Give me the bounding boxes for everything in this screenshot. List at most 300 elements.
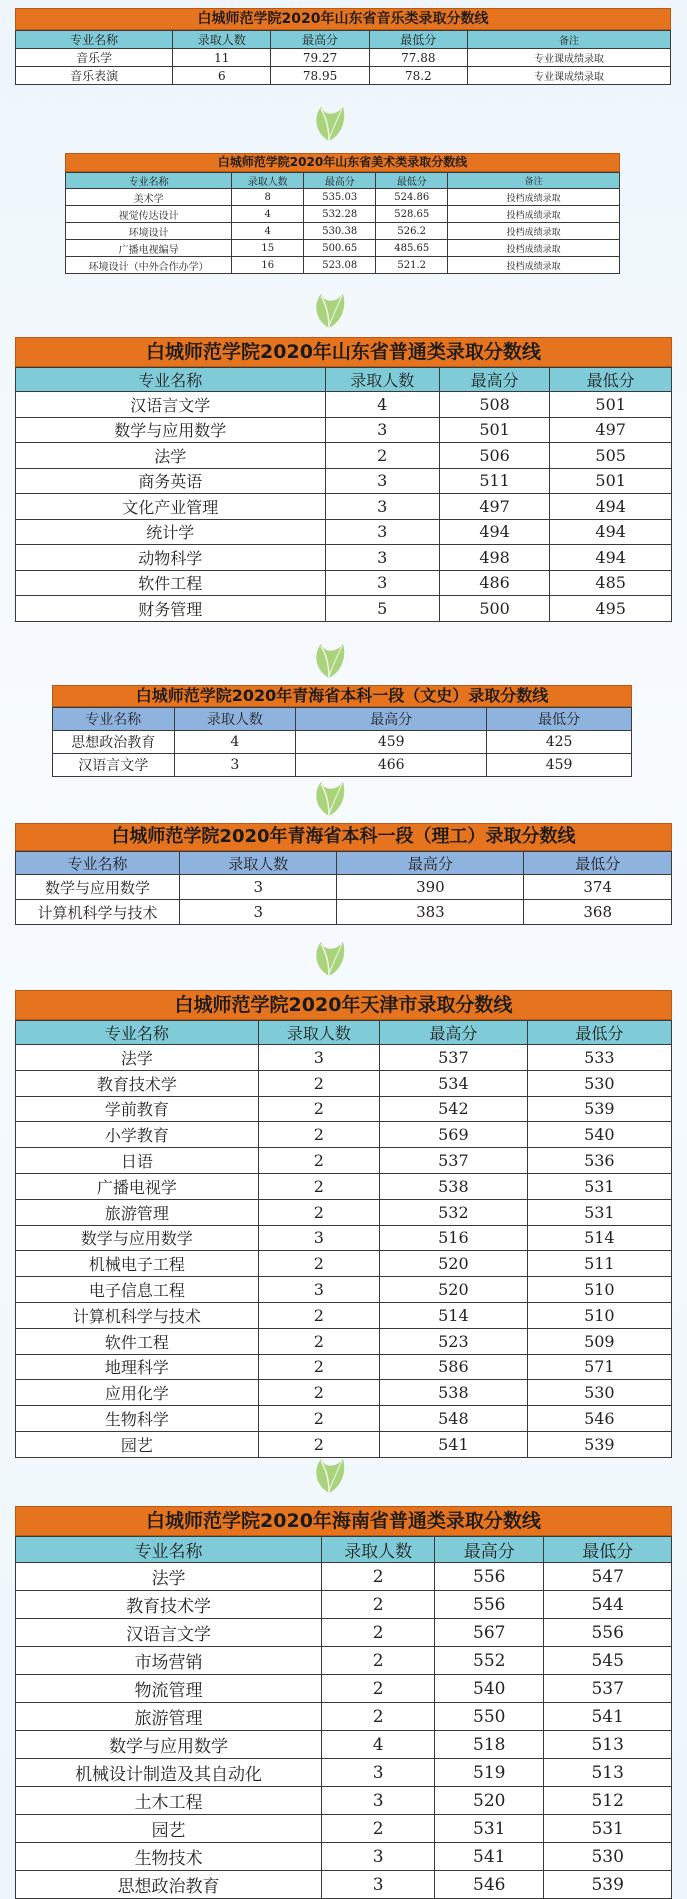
score-cell: 501: [550, 468, 672, 494]
major-name-cell: 地理科学: [16, 1354, 259, 1380]
score-cell: 512: [544, 1787, 672, 1815]
major-name-cell: 旅游管理: [16, 1199, 259, 1225]
major-name-cell: 数学与应用数学: [16, 1225, 259, 1251]
score-cell: 524.86: [376, 189, 448, 206]
table-row: [16, 392, 672, 418]
score-cell: 2: [322, 1563, 435, 1591]
score-cell: 539: [527, 1431, 671, 1457]
leaf-divider-icon: [311, 938, 347, 982]
major-name-cell: 旅游管理: [16, 1703, 322, 1731]
header-row: [53, 708, 632, 731]
remark-cell: 投档成绩录取: [448, 223, 620, 240]
table-row: [16, 1070, 672, 1096]
table-row: [53, 731, 632, 754]
table-row: [66, 189, 620, 206]
table-row: [16, 1431, 672, 1457]
score-cell: 3: [180, 875, 337, 900]
score-cell: 530.38: [304, 223, 376, 240]
score-cell: 390: [337, 875, 524, 900]
score-cell: 530: [527, 1380, 671, 1406]
score-cell: 2: [258, 1122, 379, 1148]
table-shandong-music: [15, 8, 671, 85]
score-cell: 514: [527, 1225, 671, 1251]
table-row: [16, 417, 672, 443]
major-name-cell: 教育技术学: [16, 1070, 259, 1096]
score-cell: 510: [527, 1302, 671, 1328]
table-row: [66, 206, 620, 223]
score-cell: 466: [296, 754, 487, 777]
major-name-cell: 美术学: [66, 189, 232, 206]
score-cell: 540: [435, 1675, 544, 1703]
score-cell: 520: [380, 1251, 528, 1277]
score-cell: 523.08: [304, 257, 376, 274]
score-cell: 2: [322, 1619, 435, 1647]
score-cell: 501: [439, 417, 550, 443]
table-row: [66, 223, 620, 240]
table-row: [16, 1731, 672, 1759]
table-row: [66, 257, 620, 274]
score-cell: 494: [439, 519, 550, 545]
score-cell: 485.65: [376, 240, 448, 257]
table-row: [16, 1380, 672, 1406]
major-name-cell: 汉语言文学: [53, 754, 175, 777]
score-cell: 498: [439, 545, 550, 571]
score-cell: 4: [232, 223, 304, 240]
major-name-cell: 土木工程: [16, 1787, 322, 1815]
score-cell: 550: [435, 1703, 544, 1731]
column-header: 最低分: [376, 173, 448, 189]
score-cell: 2: [258, 1173, 379, 1199]
score-cell: 3: [325, 468, 439, 494]
score-cell: 539: [527, 1096, 671, 1122]
score-cell: 541: [544, 1703, 672, 1731]
table-row: [16, 1148, 672, 1174]
score-cell: 520: [435, 1787, 544, 1815]
column-header: 专业名称: [16, 1537, 322, 1563]
score-cell: 3: [322, 1787, 435, 1815]
major-name-cell: 视觉传达设计: [66, 206, 232, 223]
column-header: 最低分: [550, 368, 672, 392]
score-cell: 586: [380, 1354, 528, 1380]
major-name-cell: 软件工程: [16, 1328, 259, 1354]
table-row: [16, 570, 672, 596]
table-shandong-art: [65, 153, 620, 274]
score-cell: 521.2: [376, 257, 448, 274]
table-row: [16, 1406, 672, 1432]
major-name-cell: 机械设计制造及其自动化: [16, 1759, 322, 1787]
score-cell: 5: [325, 596, 439, 622]
score-cell: 516: [380, 1225, 528, 1251]
major-name-cell: 动物科学: [16, 545, 326, 571]
header-row: [16, 31, 671, 49]
score-cell: 542: [380, 1096, 528, 1122]
score-cell: 533: [527, 1045, 671, 1071]
major-name-cell: 计算机科学与技术: [16, 1302, 259, 1328]
major-name-cell: 教育技术学: [16, 1591, 322, 1619]
major-name-cell: 广播电视编导: [66, 240, 232, 257]
header-row: [66, 173, 620, 189]
table-row: [16, 1302, 672, 1328]
score-cell: 2: [258, 1431, 379, 1457]
table-row: [16, 468, 672, 494]
major-name-cell: 日语: [16, 1148, 259, 1174]
score-cell: 518: [435, 1731, 544, 1759]
score-cell: 530: [527, 1070, 671, 1096]
table-row: [16, 1096, 672, 1122]
table-row: [16, 875, 672, 900]
score-cell: 2: [258, 1302, 379, 1328]
table-row: [16, 545, 672, 571]
table-row: [16, 67, 671, 85]
score-cell: 3: [325, 545, 439, 571]
table-title: 白城师范学院2020年山东省音乐类录取分数线: [15, 8, 671, 30]
table-title: 白城师范学院2020年山东省美术类录取分数线: [65, 153, 620, 172]
column-header: 专业名称: [53, 708, 175, 731]
table-row: [16, 1815, 672, 1843]
table-row: [53, 754, 632, 777]
leaf-divider-icon: [311, 290, 347, 334]
column-header: 最低分: [527, 1021, 671, 1045]
major-name-cell: 思想政治教育: [16, 1871, 322, 1899]
table-row: [16, 494, 672, 520]
major-name-cell: 市场营销: [16, 1647, 322, 1675]
table-row: [16, 1871, 672, 1899]
major-name-cell: 文化产业管理: [16, 494, 326, 520]
major-name-cell: 汉语言文学: [16, 392, 326, 418]
score-cell: 77.88: [369, 49, 467, 67]
table-row: [16, 1122, 672, 1148]
score-cell: 3: [180, 900, 337, 925]
remark-cell: 专业课成绩录取: [467, 49, 670, 67]
header-row: [16, 852, 672, 875]
score-cell: 526.2: [376, 223, 448, 240]
table-row: [16, 1787, 672, 1815]
table-row: [16, 1759, 672, 1787]
header-row: [16, 1537, 672, 1563]
score-cell: 2: [258, 1328, 379, 1354]
major-name-cell: 园艺: [16, 1815, 322, 1843]
score-cell: 3: [322, 1759, 435, 1787]
column-header: 最低分: [487, 708, 632, 731]
score-cell: 2: [322, 1647, 435, 1675]
score-cell: 537: [380, 1045, 528, 1071]
major-name-cell: 广播电视学: [16, 1173, 259, 1199]
major-name-cell: 汉语言文学: [16, 1619, 322, 1647]
score-cell: 2: [322, 1675, 435, 1703]
score-cell: 530: [544, 1843, 672, 1871]
major-name-cell: 法学: [16, 1563, 322, 1591]
table-row: [16, 1675, 672, 1703]
score-cell: 540: [527, 1122, 671, 1148]
major-name-cell: 数学与应用数学: [16, 875, 180, 900]
score-cell: 567: [435, 1619, 544, 1647]
table-title: 白城师范学院2020年海南省普通类录取分数线: [15, 1506, 672, 1536]
column-header: 最高分: [337, 852, 524, 875]
score-cell: 556: [544, 1619, 672, 1647]
score-cell: 497: [439, 494, 550, 520]
major-name-cell: 机械电子工程: [16, 1251, 259, 1277]
column-header: 最高分: [380, 1021, 528, 1045]
score-cell: 4: [232, 206, 304, 223]
score-cell: 537: [544, 1675, 672, 1703]
score-cell: 2: [258, 1406, 379, 1432]
remark-cell: 专业课成绩录取: [467, 67, 670, 85]
score-cell: 538: [380, 1173, 528, 1199]
score-cell: 15: [232, 240, 304, 257]
score-cell: 523: [380, 1328, 528, 1354]
column-header: 专业名称: [66, 173, 232, 189]
table-hainan: [15, 1506, 672, 1899]
score-cell: 556: [435, 1563, 544, 1591]
score-cell: 494: [550, 519, 672, 545]
score-cell: 541: [380, 1431, 528, 1457]
score-cell: 506: [439, 443, 550, 469]
leaf-divider-icon: [311, 103, 347, 147]
score-cell: 485: [550, 570, 672, 596]
table-row: [16, 1843, 672, 1871]
table-title: 白城师范学院2020年天津市录取分数线: [15, 990, 672, 1020]
score-table: [15, 1536, 672, 1899]
score-cell: 3: [325, 417, 439, 443]
table-title: 白城师范学院2020年青海省本科一段（文史）录取分数线: [52, 685, 632, 707]
score-cell: 531: [435, 1815, 544, 1843]
table-row: [16, 1251, 672, 1277]
score-cell: 2: [258, 1070, 379, 1096]
major-name-cell: 生物技术: [16, 1843, 322, 1871]
score-cell: 510: [527, 1277, 671, 1303]
score-table: [15, 367, 672, 622]
major-name-cell: 电子信息工程: [16, 1277, 259, 1303]
table-row: [16, 1328, 672, 1354]
score-cell: 2: [258, 1199, 379, 1225]
score-cell: 2: [322, 1703, 435, 1731]
score-cell: 79.27: [271, 49, 369, 67]
table-qinghai-liberal-arts: [52, 685, 632, 777]
column-header: 备注: [467, 31, 670, 49]
table-row: [16, 49, 671, 67]
major-name-cell: 环境设计: [66, 223, 232, 240]
table-shandong-general: [15, 337, 672, 622]
table-row: [16, 596, 672, 622]
score-cell: 511: [439, 468, 550, 494]
table-row: [16, 1277, 672, 1303]
score-cell: 528.65: [376, 206, 448, 223]
column-header: 录取人数: [258, 1021, 379, 1045]
score-cell: 494: [550, 545, 672, 571]
table-title: 白城师范学院2020年青海省本科一段（理工）录取分数线: [15, 823, 672, 851]
remark-cell: 投档成绩录取: [448, 240, 620, 257]
score-cell: 11: [173, 49, 271, 67]
score-cell: 509: [527, 1328, 671, 1354]
score-cell: 3: [325, 570, 439, 596]
score-cell: 500.65: [304, 240, 376, 257]
major-name-cell: 统计学: [16, 519, 326, 545]
major-name-cell: 小学教育: [16, 1122, 259, 1148]
score-table: [15, 1020, 672, 1458]
score-cell: 425: [487, 731, 632, 754]
score-cell: 547: [544, 1563, 672, 1591]
score-cell: 531: [544, 1815, 672, 1843]
score-cell: 16: [232, 257, 304, 274]
column-header: 录取人数: [174, 708, 296, 731]
score-cell: 497: [550, 417, 672, 443]
major-name-cell: 生物科学: [16, 1406, 259, 1432]
score-cell: 535.03: [304, 189, 376, 206]
score-cell: 536: [527, 1148, 671, 1174]
table-row: [16, 1225, 672, 1251]
score-cell: 4: [322, 1731, 435, 1759]
score-cell: 514: [380, 1302, 528, 1328]
major-name-cell: 数学与应用数学: [16, 1731, 322, 1759]
major-name-cell: 音乐表演: [16, 67, 173, 85]
score-table: [15, 851, 672, 925]
score-cell: 3: [258, 1277, 379, 1303]
table-row: [16, 1619, 672, 1647]
column-header: 最低分: [544, 1537, 672, 1563]
score-cell: 3: [325, 519, 439, 545]
header-row: [16, 368, 672, 392]
major-name-cell: 环境设计（中外合作办学）: [66, 257, 232, 274]
score-cell: 494: [550, 494, 672, 520]
score-cell: 531: [527, 1199, 671, 1225]
table-row: [16, 443, 672, 469]
table-row: [16, 1199, 672, 1225]
column-header: 最高分: [439, 368, 550, 392]
column-header: 最高分: [435, 1537, 544, 1563]
column-header: 最高分: [271, 31, 369, 49]
remark-cell: 投档成绩录取: [448, 189, 620, 206]
score-cell: 2: [322, 1815, 435, 1843]
column-header: 最低分: [369, 31, 467, 49]
score-cell: 505: [550, 443, 672, 469]
major-name-cell: 软件工程: [16, 570, 326, 596]
score-cell: 2: [258, 1251, 379, 1277]
score-cell: 544: [544, 1591, 672, 1619]
score-cell: 78.95: [271, 67, 369, 85]
major-name-cell: 园艺: [16, 1431, 259, 1457]
major-name-cell: 物流管理: [16, 1675, 322, 1703]
score-cell: 511: [527, 1251, 671, 1277]
table-row: [16, 1703, 672, 1731]
column-header: 专业名称: [16, 852, 180, 875]
table-row: [16, 1647, 672, 1675]
major-name-cell: 数学与应用数学: [16, 417, 326, 443]
column-header: 专业名称: [16, 31, 173, 49]
score-cell: 6: [173, 67, 271, 85]
score-cell: 3: [258, 1045, 379, 1071]
column-header: 最高分: [304, 173, 376, 189]
score-cell: 513: [544, 1759, 672, 1787]
table-row: [16, 1563, 672, 1591]
score-cell: 4: [325, 392, 439, 418]
score-cell: 459: [296, 731, 487, 754]
column-header: 最低分: [524, 852, 672, 875]
score-table: [15, 30, 671, 85]
score-cell: 2: [325, 443, 439, 469]
score-cell: 541: [435, 1843, 544, 1871]
table-row: [16, 1591, 672, 1619]
table-row: [16, 1354, 672, 1380]
score-cell: 552: [435, 1647, 544, 1675]
table-tianjin: [15, 990, 672, 1458]
table-row: [16, 1045, 672, 1071]
score-cell: 8: [232, 189, 304, 206]
header-row: [16, 1021, 672, 1045]
score-cell: 571: [527, 1354, 671, 1380]
score-table: [65, 172, 620, 274]
score-cell: 2: [258, 1148, 379, 1174]
score-cell: 459: [487, 754, 632, 777]
leaf-divider-icon: [311, 640, 347, 684]
column-header: 备注: [448, 173, 620, 189]
score-cell: 3: [258, 1225, 379, 1251]
column-header: 录取人数: [232, 173, 304, 189]
score-cell: 3: [325, 494, 439, 520]
score-cell: 3: [322, 1843, 435, 1871]
column-header: 录取人数: [180, 852, 337, 875]
column-header: 专业名称: [16, 1021, 259, 1045]
score-cell: 534: [380, 1070, 528, 1096]
major-name-cell: 应用化学: [16, 1380, 259, 1406]
score-cell: 546: [527, 1406, 671, 1432]
table-row: [66, 240, 620, 257]
score-cell: 531: [527, 1173, 671, 1199]
major-name-cell: 思想政治教育: [53, 731, 175, 754]
score-cell: 368: [524, 900, 672, 925]
score-cell: 569: [380, 1122, 528, 1148]
score-cell: 539: [544, 1871, 672, 1899]
score-cell: 3: [322, 1871, 435, 1899]
score-cell: 538: [380, 1380, 528, 1406]
score-cell: 532: [380, 1199, 528, 1225]
score-cell: 4: [174, 731, 296, 754]
score-cell: 519: [435, 1759, 544, 1787]
column-header: 录取人数: [173, 31, 271, 49]
table-qinghai-science: [15, 823, 672, 925]
score-cell: 520: [380, 1277, 528, 1303]
table-row: [16, 900, 672, 925]
score-cell: 2: [258, 1354, 379, 1380]
score-cell: 2: [258, 1380, 379, 1406]
score-table: [52, 707, 632, 777]
leaf-divider-icon: [311, 778, 347, 822]
score-cell: 486: [439, 570, 550, 596]
table-row: [16, 519, 672, 545]
leaf-divider-icon: [311, 1455, 347, 1499]
column-header: 专业名称: [16, 368, 326, 392]
major-name-cell: 法学: [16, 1045, 259, 1071]
major-name-cell: 法学: [16, 443, 326, 469]
score-cell: 500: [439, 596, 550, 622]
major-name-cell: 音乐学: [16, 49, 173, 67]
score-cell: 383: [337, 900, 524, 925]
score-cell: 2: [258, 1096, 379, 1122]
column-header: 录取人数: [322, 1537, 435, 1563]
score-cell: 78.2: [369, 67, 467, 85]
score-cell: 546: [435, 1871, 544, 1899]
score-cell: 537: [380, 1148, 528, 1174]
score-cell: 548: [380, 1406, 528, 1432]
column-header: 最高分: [296, 708, 487, 731]
score-cell: 532.28: [304, 206, 376, 223]
score-cell: 3: [174, 754, 296, 777]
major-name-cell: 财务管理: [16, 596, 326, 622]
column-header: 录取人数: [325, 368, 439, 392]
score-cell: 513: [544, 1731, 672, 1759]
score-cell: 545: [544, 1647, 672, 1675]
score-cell: 374: [524, 875, 672, 900]
table-title: 白城师范学院2020年山东省普通类录取分数线: [15, 337, 672, 367]
